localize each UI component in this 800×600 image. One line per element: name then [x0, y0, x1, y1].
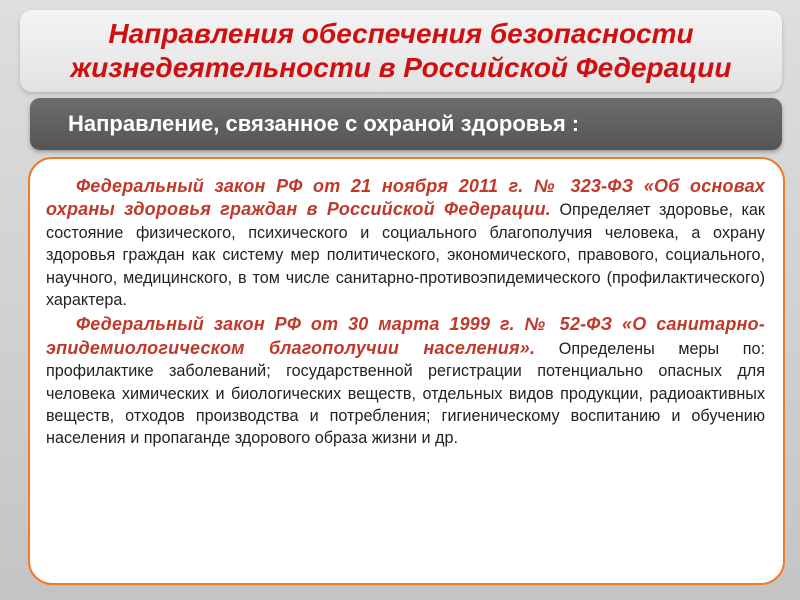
law-description-1: Определяет здоровье, как состояние физического, психического и социального благополучия человека, а охрану здоровья граждан как систему мер политического, экономического, правового, социального, научного, медицинского, в том числе санитарно-противоэпидемического (профилактического) характера.: [46, 201, 765, 310]
law-paragraph-2: [46, 313, 765, 449]
content-card: [28, 157, 785, 585]
law-citation-1: Федеральный закон РФ от 21 ноября 2011 г. № 323-ФЗ «Об основах охраны здоровья граждан в Российской Федерации.: [46, 176, 765, 220]
slide-title-line-1: Направления обеспечения безопасности: [108, 18, 694, 49]
subtitle-bar: [30, 98, 782, 150]
title-banner: [20, 10, 782, 92]
law-citation-2: Федеральный закон РФ от 30 марта 1999 г. № 52-ФЗ «О санитарно-эпидемиологическом благополучии населения».: [46, 314, 765, 358]
subtitle-text: Направление, связанное с охраной здоровья :: [68, 111, 580, 136]
law-description-2: Определены меры по: профилактике заболеваний; государственной регистрации потенциально опасных для человека химических и биологических веществ, отдельных видов продукции, радиоактивных веществ, отходов производства и потребления; гигиеническому воспитанию и обучению населения и пропаганде здорового образа жизни и др.: [46, 339, 765, 448]
slide-title-line-2: жизнедеятельности в Российской Федерации: [70, 52, 732, 83]
law-paragraph-1: [46, 175, 765, 311]
